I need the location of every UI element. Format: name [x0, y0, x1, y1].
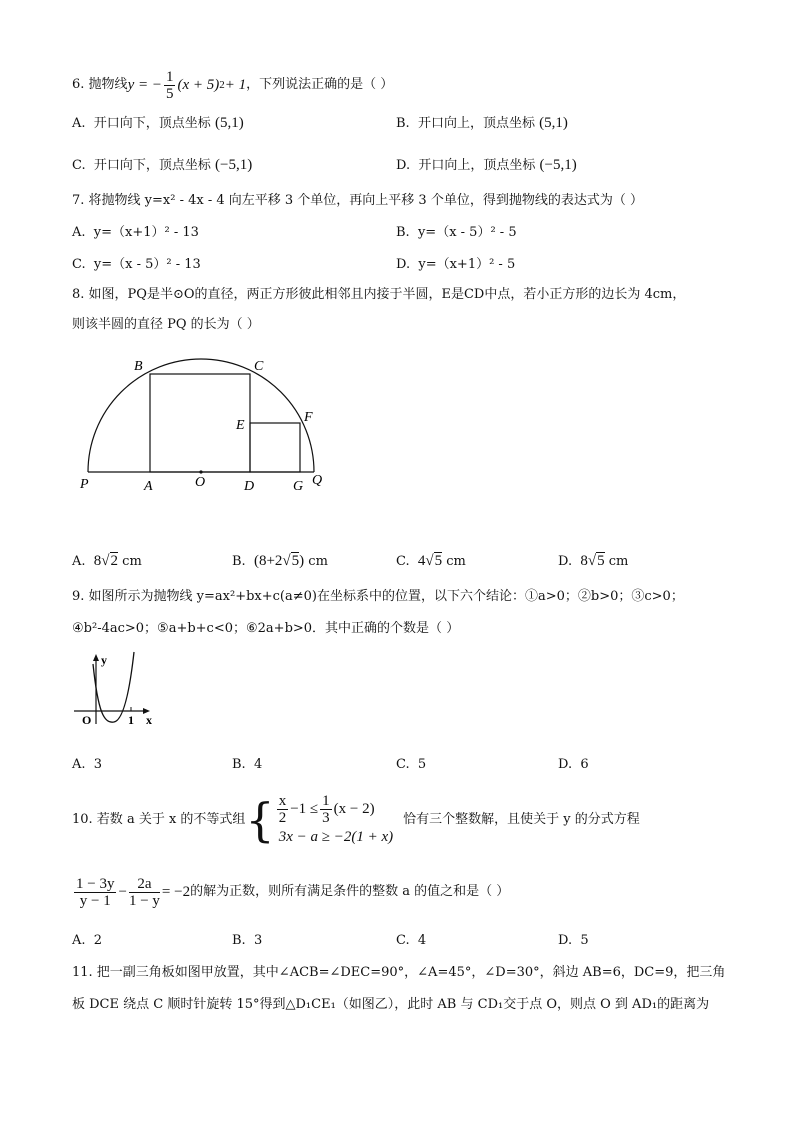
q10-option-b[interactable] [232, 932, 262, 950]
q6-formula-lhs: y = − [127, 77, 162, 93]
q6-formula-fraction [164, 69, 176, 102]
y-axis-arrow [93, 654, 99, 661]
option-text: 5 [417, 757, 427, 772]
frac-num: x [278, 792, 287, 809]
option-label: D. [396, 158, 411, 173]
frac-den: 1 − y [128, 892, 160, 909]
q10-eq-frac-1 [74, 876, 116, 909]
q8-option-c[interactable]: C. 4√5 cm [396, 553, 466, 569]
option-unit: cm [446, 554, 466, 569]
option-text: 4 [417, 933, 427, 948]
q10-system [275, 792, 393, 848]
option-text: 5 [580, 933, 589, 948]
option-unit: cm [122, 554, 142, 569]
q10-ineq1-mid: −1 ≤ [290, 801, 319, 817]
q11-stem-line2: 板 DCE 绕点 C 顺时针旋转 15°得到△D₁CE₁（如图乙），此时 AB 与 CD₁交于点 O，则点 O 到 AD₁的距离为 [72, 997, 710, 1012]
option-label: A. [72, 933, 86, 948]
q9-parabola-figure [70, 648, 160, 730]
q6-option-b[interactable] [396, 114, 568, 133]
option-value: (−5,1) [215, 157, 253, 173]
option-label: A. [72, 757, 86, 772]
q10-option-d[interactable] [558, 932, 589, 950]
q7-option-c[interactable] [72, 256, 201, 274]
option-label: B. [232, 757, 246, 772]
q6-frac-den: 5 [165, 85, 174, 102]
option-text: y=（x - 5）² - 5 [417, 225, 517, 240]
large-square-abcd [150, 374, 250, 472]
q10-ineq1-frac-b [320, 793, 332, 826]
q8-option-a[interactable]: A. 8√2 cm [72, 553, 142, 569]
label-b: B [134, 359, 143, 374]
option-label: B. [232, 933, 246, 948]
q10-option-a[interactable] [72, 932, 102, 950]
label-x: x [146, 713, 152, 727]
q8-option-b[interactable]: B. (8+2√5) cm [232, 553, 328, 569]
q10-inequality-1 [275, 792, 393, 826]
q6-number: 6. [72, 77, 85, 92]
q9-option-b[interactable] [232, 756, 262, 774]
q9-option-a[interactable] [72, 756, 102, 774]
option-label: B. [396, 116, 410, 131]
q6-stem [72, 68, 393, 102]
q10-stem-line2-suffix: 的解为正数，则所有满足条件的整数 a 的值之和是（ ） [190, 884, 510, 899]
q10-stem-line1 [72, 790, 640, 850]
q7-stem: 7. 将抛物线 y=x² - 4x - 4 向左平移 3 个单位，再向上平移 3 个单位，得到抛物线的表达式为（ ） [72, 193, 643, 208]
option-value: (5,1) [539, 115, 568, 131]
semicircle-arc [88, 359, 314, 472]
q6-formula-rest: (x + 5) [177, 77, 220, 93]
option-label: D. [558, 757, 573, 772]
option-text: y=（x+1）² - 13 [93, 225, 199, 240]
label-q: Q [312, 473, 323, 488]
q6-formula-tail: + 1 [224, 77, 247, 93]
frac-den: y − 1 [79, 892, 111, 909]
label-c: C [254, 359, 264, 374]
option-radicand: 5 [434, 553, 443, 569]
q10-eq-rhs: = −2 [161, 884, 191, 900]
q6-stem-suffix: ，下列说法正确的是（ ） [246, 77, 394, 92]
center-o-dot [199, 470, 202, 473]
option-label: C. [72, 158, 86, 173]
option-label: A. [72, 554, 86, 569]
q10-system-brace: { [245, 793, 275, 847]
option-label: C. [396, 757, 410, 772]
q8-stem-line1: 8. 如图，PQ是半⊙O的直径，两正方形彼此相邻且内接于半圆，E是CD中点，若小正方形的边长为 4cm， [72, 287, 686, 302]
q7-option-d[interactable] [396, 256, 515, 274]
label-e: E [236, 418, 245, 433]
q7-option-a[interactable] [72, 224, 199, 242]
q9-stem-line1: 9. 如图所示为抛物线 y=ax²+bx+c(a≠0)在坐标系中的位置，以下六个结论：①a>0；②b>0；③c>0； [72, 589, 684, 604]
option-text: y=（x - 5）² - 13 [93, 257, 201, 272]
q8-stem-line2: 则该半圆的直径 PQ 的长为（ ） [72, 317, 260, 332]
small-square-efg [250, 423, 300, 472]
option-label: B. [396, 225, 410, 240]
option-text: 开口向上，顶点坐标 [418, 158, 536, 173]
frac-den: 3 [322, 809, 330, 826]
label-g: G [293, 479, 304, 494]
option-text: 3 [253, 933, 263, 948]
q10-ineq1-tail: (x − 2) [333, 801, 375, 817]
option-label: C. [396, 554, 410, 569]
frac-den: 2 [278, 809, 287, 826]
q10-eq-frac-2 [129, 876, 160, 909]
label-f: F [304, 410, 313, 425]
q10-inequality-2: 3x − a ≥ −2(1 + x) [278, 829, 394, 845]
q8-semicircle-figure [70, 350, 340, 495]
option-label: D. [558, 554, 573, 569]
option-text: 2 [93, 933, 103, 948]
option-label: A. [72, 116, 86, 131]
option-text: 开口向下，顶点坐标 [93, 158, 211, 173]
label-p: P [80, 477, 89, 492]
q6-formula-power: 2 [219, 79, 225, 91]
q9-option-d[interactable] [558, 756, 589, 774]
q10-stem-suffix: 恰有三个整数解，且使关于 y 的分式方程 [403, 812, 640, 827]
q7-option-b[interactable] [396, 224, 517, 242]
label-y: y [101, 653, 107, 667]
q10-stem-prefix: 10. 若数 a 关于 x 的不等式组 [72, 812, 246, 827]
q10-ineq1-frac-a [277, 793, 289, 826]
label-a: A [144, 479, 153, 494]
label-o: O [195, 475, 206, 490]
q9-stem-line2: ④b²-4ac>0；⑤a+b+c<0；⑥2a+b>0．其中正确的个数是（ ） [72, 621, 460, 636]
option-label: D. [558, 933, 573, 948]
option-radicand: 5 [291, 553, 300, 569]
q10-eq-minus: − [118, 884, 127, 900]
label-one: 1 [128, 713, 134, 727]
option-text: y=（x+1）² - 5 [418, 257, 516, 272]
option-label: B. [232, 554, 246, 569]
label-origin: O [82, 713, 92, 727]
option-label: A. [72, 225, 86, 240]
option-radicand: 2 [110, 553, 119, 569]
option-text: 3 [93, 757, 103, 772]
q11-stem-line1: 11. 把一副三角板如图甲放置，其中∠ACB=∠DEC=90°，∠A=45°，∠D=30°，斜边 AB=6，DC=9，把三角 [72, 965, 726, 980]
option-coef: (8+2 [253, 553, 283, 569]
option-label: C. [72, 257, 86, 272]
option-text: 6 [580, 757, 589, 772]
option-coef: 8 [93, 553, 102, 569]
q9-option-c[interactable] [396, 756, 426, 774]
q6-option-a[interactable] [72, 114, 244, 133]
option-value: (5,1) [214, 115, 244, 131]
option-text: 开口向下，顶点坐标 [93, 116, 211, 131]
option-value: (−5,1) [539, 157, 577, 173]
q8-option-d[interactable]: D. 8√5 cm [558, 553, 629, 569]
option-label: D. [396, 257, 411, 272]
frac-num: 1 [322, 792, 330, 809]
frac-num: 1 − 3y [76, 875, 115, 892]
option-coef: 8 [580, 553, 588, 569]
q10-option-c[interactable] [396, 932, 426, 950]
q10-stem-line2 [72, 872, 509, 912]
option-unit: cm [308, 554, 328, 569]
option-text: 开口向上，顶点坐标 [417, 116, 535, 131]
q6-option-c[interactable] [72, 156, 252, 175]
q6-stem-prefix: 抛物线 [88, 77, 128, 92]
q6-option-d[interactable] [396, 156, 577, 175]
option-label: C. [396, 933, 410, 948]
frac-num: 2a [129, 876, 160, 893]
option-coef: 4 [417, 553, 426, 569]
option-text: 4 [253, 757, 263, 772]
label-d: D [244, 479, 255, 494]
q6-frac-num: 1 [165, 68, 174, 85]
parabola-curve [93, 652, 134, 722]
option-unit: cm [608, 554, 629, 569]
option-radicand: 5 [597, 553, 605, 569]
option-post: ) [299, 553, 305, 569]
